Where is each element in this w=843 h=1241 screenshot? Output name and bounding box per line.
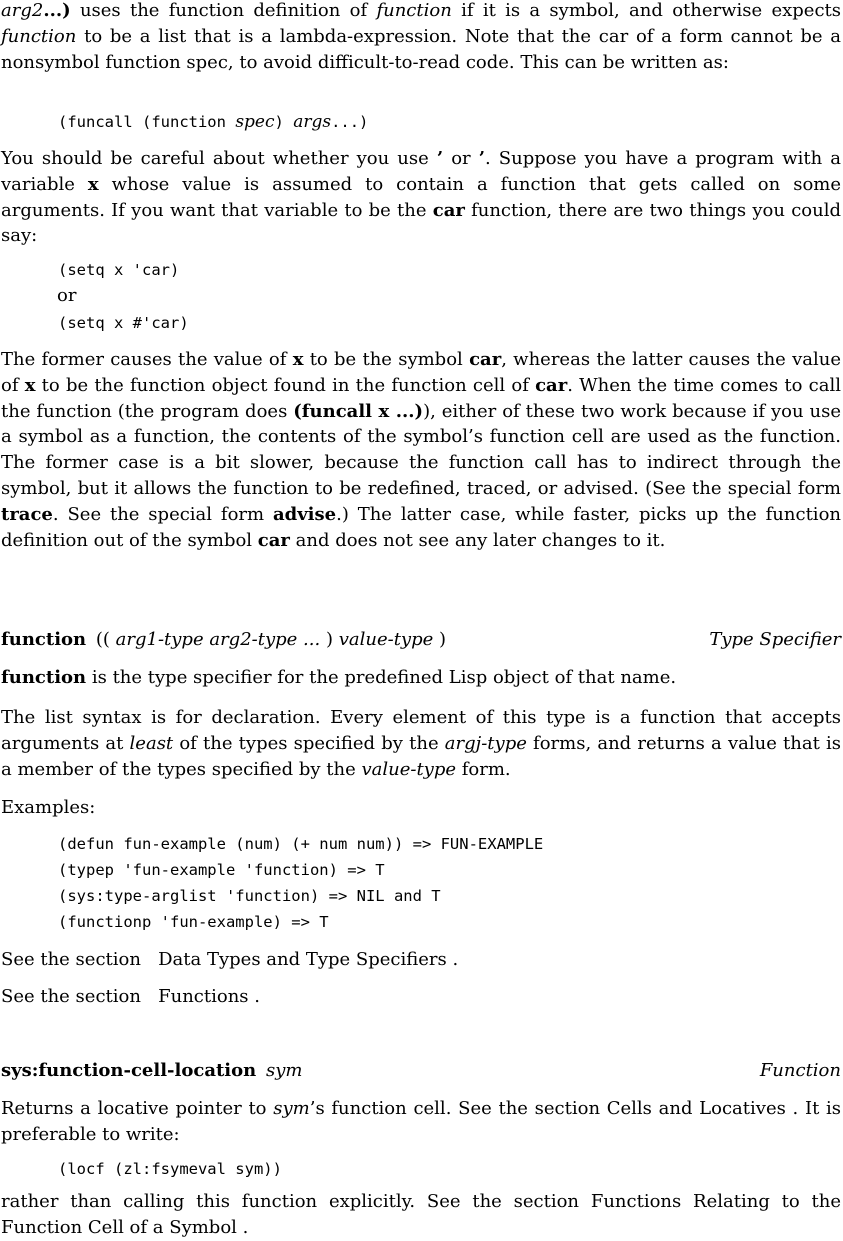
code-funcall: (funcall (function spec) args...)	[58, 112, 369, 132]
entry-name: sys:function-cell-location	[1, 1060, 257, 1081]
see-also-data-types: See the section Data Types and Type Specifiers .	[1, 949, 459, 970]
arg-ref: function	[376, 0, 452, 21]
examples-label: Examples:	[1, 797, 96, 818]
code-locf: (locf (zl:fsymeval sym))	[58, 1160, 282, 1178]
example-line: (functionp 'fun-example) => T	[58, 913, 329, 931]
entry-category: Type Specifier	[709, 629, 841, 650]
arg-ellipsis: ...)	[43, 0, 71, 21]
entry-name: function	[1, 629, 87, 650]
text: if it is a symbol, and otherwise expects	[451, 0, 841, 21]
function-cell-location-paragraph-2: rather than calling this function explicitly. See the section Functions Relating to the Function Cell of a Symbol .	[1, 1191, 841, 1238]
function-type-paragraph-2: The list syntax is for declaration. Every element of this type is a function that accepts arguments at least of the types specified by the argj-type forms, and returns a value that is a member of the types specified by the value-type form.	[1, 707, 841, 780]
arg-ref: arg2	[1, 0, 44, 21]
text: uses the function definition of	[70, 0, 377, 21]
intro-paragraph-2: You should be careful about whether you use ’ or ’. Suppose you have a program with a variable x whose value is assumed to contain a function that gets called on some arguments. If you want that variable to be the car function, there are two things you could say:	[1, 148, 842, 247]
example-line: (sys:type-arglist 'function) => NIL and T	[58, 887, 441, 905]
code-setq-quote: (setq x 'car)	[58, 261, 180, 279]
see-also-functions: See the section Functions .	[1, 986, 260, 1007]
intro-paragraph-3: The former causes the value of x to be the symbol car, whereas the latter causes the value of x to be the function object found in the function cell of car. When the time comes to call the function (the program does (funcall x ...)), either of these two work because if you use a symbol as a function, the contents of the symbol’s function cell are used as the function. The former case is a bit slower, because the function call has to indirect through the symbol, but it allows the function to be redefined, traced, or advised. (See the special form trace. See the special form advise.) The latter case, while faster, picks up the function definition out of the symbol car and does not see any later changes to it.	[1, 349, 841, 551]
or-label: or	[57, 285, 77, 306]
function-cell-location-heading: sys:function-cell-location sym Function	[1, 1058, 841, 1084]
intro-paragraph-1	[1, 0, 841, 75]
entry-category: Function	[759, 1060, 841, 1081]
code-setq-sharp-quote: (setq x #'car)	[58, 314, 189, 332]
text: to be a list that is a lambda-expression. Note that the car of a form cannot be a nonsymbol function spec, to avoid difficult-to-read code. This can be written as:	[1, 25, 841, 73]
function-type-paragraph-1: function is the type specifier for the predefined Lisp object of that name.	[1, 667, 677, 688]
example-line: (typep 'fun-example 'function) => T	[58, 861, 385, 879]
function-type-heading: function (( arg1-type arg2-type ... ) value-type ) Type Specifier	[1, 627, 841, 653]
arg-ref: function	[1, 25, 77, 47]
example-line: (defun fun-example (num) (+ num num)) => FUN-EXAMPLE	[58, 835, 544, 853]
function-cell-location-paragraph-1: Returns a locative pointer to sym’s function cell. See the section Cells and Locatives . It is preferable to write:	[1, 1098, 842, 1145]
